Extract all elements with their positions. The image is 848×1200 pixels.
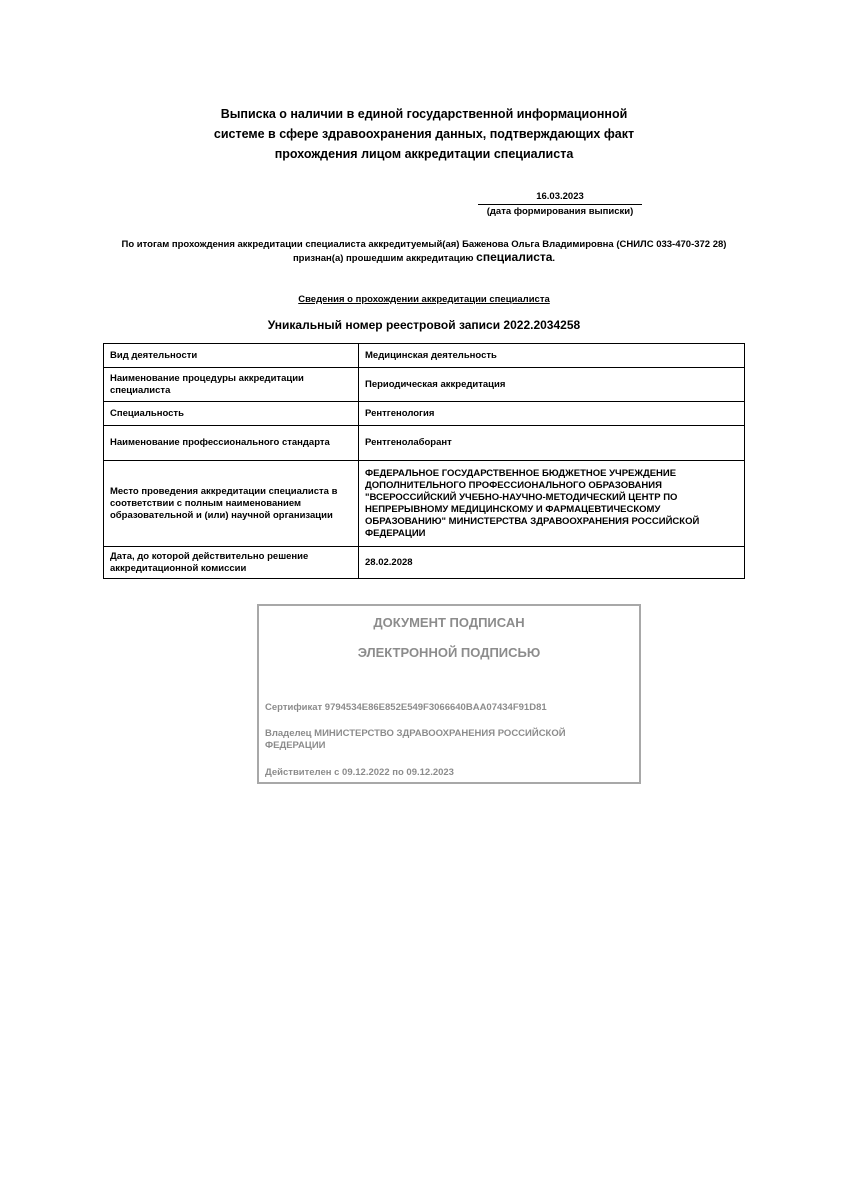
row-label: Дата, до которой действительно решение аккредитационной комиссии: [104, 547, 359, 579]
title-line: Выписка о наличии в единой государственной информационной: [220, 107, 628, 121]
title-line: системе в сфере здравоохранения данных, подтверждающих факт: [213, 127, 635, 141]
table-row: [104, 344, 745, 368]
table-row: [104, 426, 745, 461]
row-value: 28.02.2028: [359, 547, 745, 579]
stamp-heading: ДОКУМЕНТ ПОДПИСАН: [373, 615, 525, 630]
table-row: [104, 368, 745, 402]
intro-paragraph: [108, 238, 740, 265]
certificate-validity: Действителен с 09.12.2022 по 09.12.2023: [265, 767, 454, 778]
row-value: Рентгенолаборант: [359, 426, 745, 461]
row-label: Место проведения аккредитации специалиста в соответствии с полным наименованием образовательной и (или) научной организации: [104, 461, 359, 547]
extract-date-caption: (дата формирования выписки): [486, 206, 634, 217]
extract-date: 16.03.2023: [478, 190, 642, 205]
stamp-heading: ЭЛЕКТРОННОЙ ПОДПИСЬЮ: [357, 645, 541, 660]
row-value: Периодическая аккредитация: [359, 368, 745, 402]
accreditation-table: [103, 343, 745, 579]
row-label: Вид деятельности: [104, 344, 359, 368]
table-row: [104, 547, 745, 579]
row-label: Наименование процедуры аккредитации специалиста: [104, 368, 359, 402]
title-line: прохождения лицом аккредитации специалиста: [274, 147, 574, 161]
extract-date-block: [478, 190, 642, 218]
intro-end: .: [552, 253, 556, 264]
electronic-signature-stamp: [257, 604, 641, 784]
row-value: Рентгенология: [359, 402, 745, 426]
certificate-number: Сертификат 9794534E86E852E549F3066640BAA07434F91D81: [265, 702, 547, 713]
certificate-owner: Владелец МИНИСТЕРСТВО ЗДРАВООХРАНЕНИЯ РОССИЙСКОЙ ФЕДЕРАЦИИ: [265, 728, 566, 751]
document-title: [150, 104, 698, 164]
registry-number: Уникальный номер реестровой записи 2022.2034258: [267, 318, 581, 332]
row-value: Медицинская деятельность: [359, 344, 745, 368]
row-label: Специальность: [104, 402, 359, 426]
row-label: Наименование профессионального стандарта: [104, 426, 359, 461]
table-row: [104, 461, 745, 547]
section-title: Сведения о прохождении аккредитации специалиста: [298, 294, 550, 305]
table-row: [104, 402, 745, 426]
intro-emphasis: специалиста: [476, 250, 553, 264]
intro-text: По итогам прохождения аккредитации специалиста аккредитуемый(ая) Баженова Ольга Владимировна (СНИЛС 033-470-372 28) признан(а) прошедшим аккредитацию: [121, 239, 727, 264]
row-value: ФЕДЕРАЛЬНОЕ ГОСУДАРСТВЕННОЕ БЮДЖЕТНОЕ УЧРЕЖДЕНИЕ ДОПОЛНИТЕЛЬНОГО ПРОФЕССИОНАЛЬНОГО ОБРАЗОВАНИЯ "ВСЕРОССИЙСКИЙ УЧЕБНО-НАУЧНО-МЕТОДИЧЕСКИЙ ЦЕНТР ПО НЕПРЕРЫВНОМУ МЕДИЦИНСКОМУ И ФАРМАЦЕВТИЧЕСКОМУ ОБРАЗОВАНИЮ" МИНИСТЕРСТВА ЗДРАВООХРАНЕНИЯ РОССИЙСКОЙ ФЕДЕРАЦИИ: [359, 461, 745, 547]
